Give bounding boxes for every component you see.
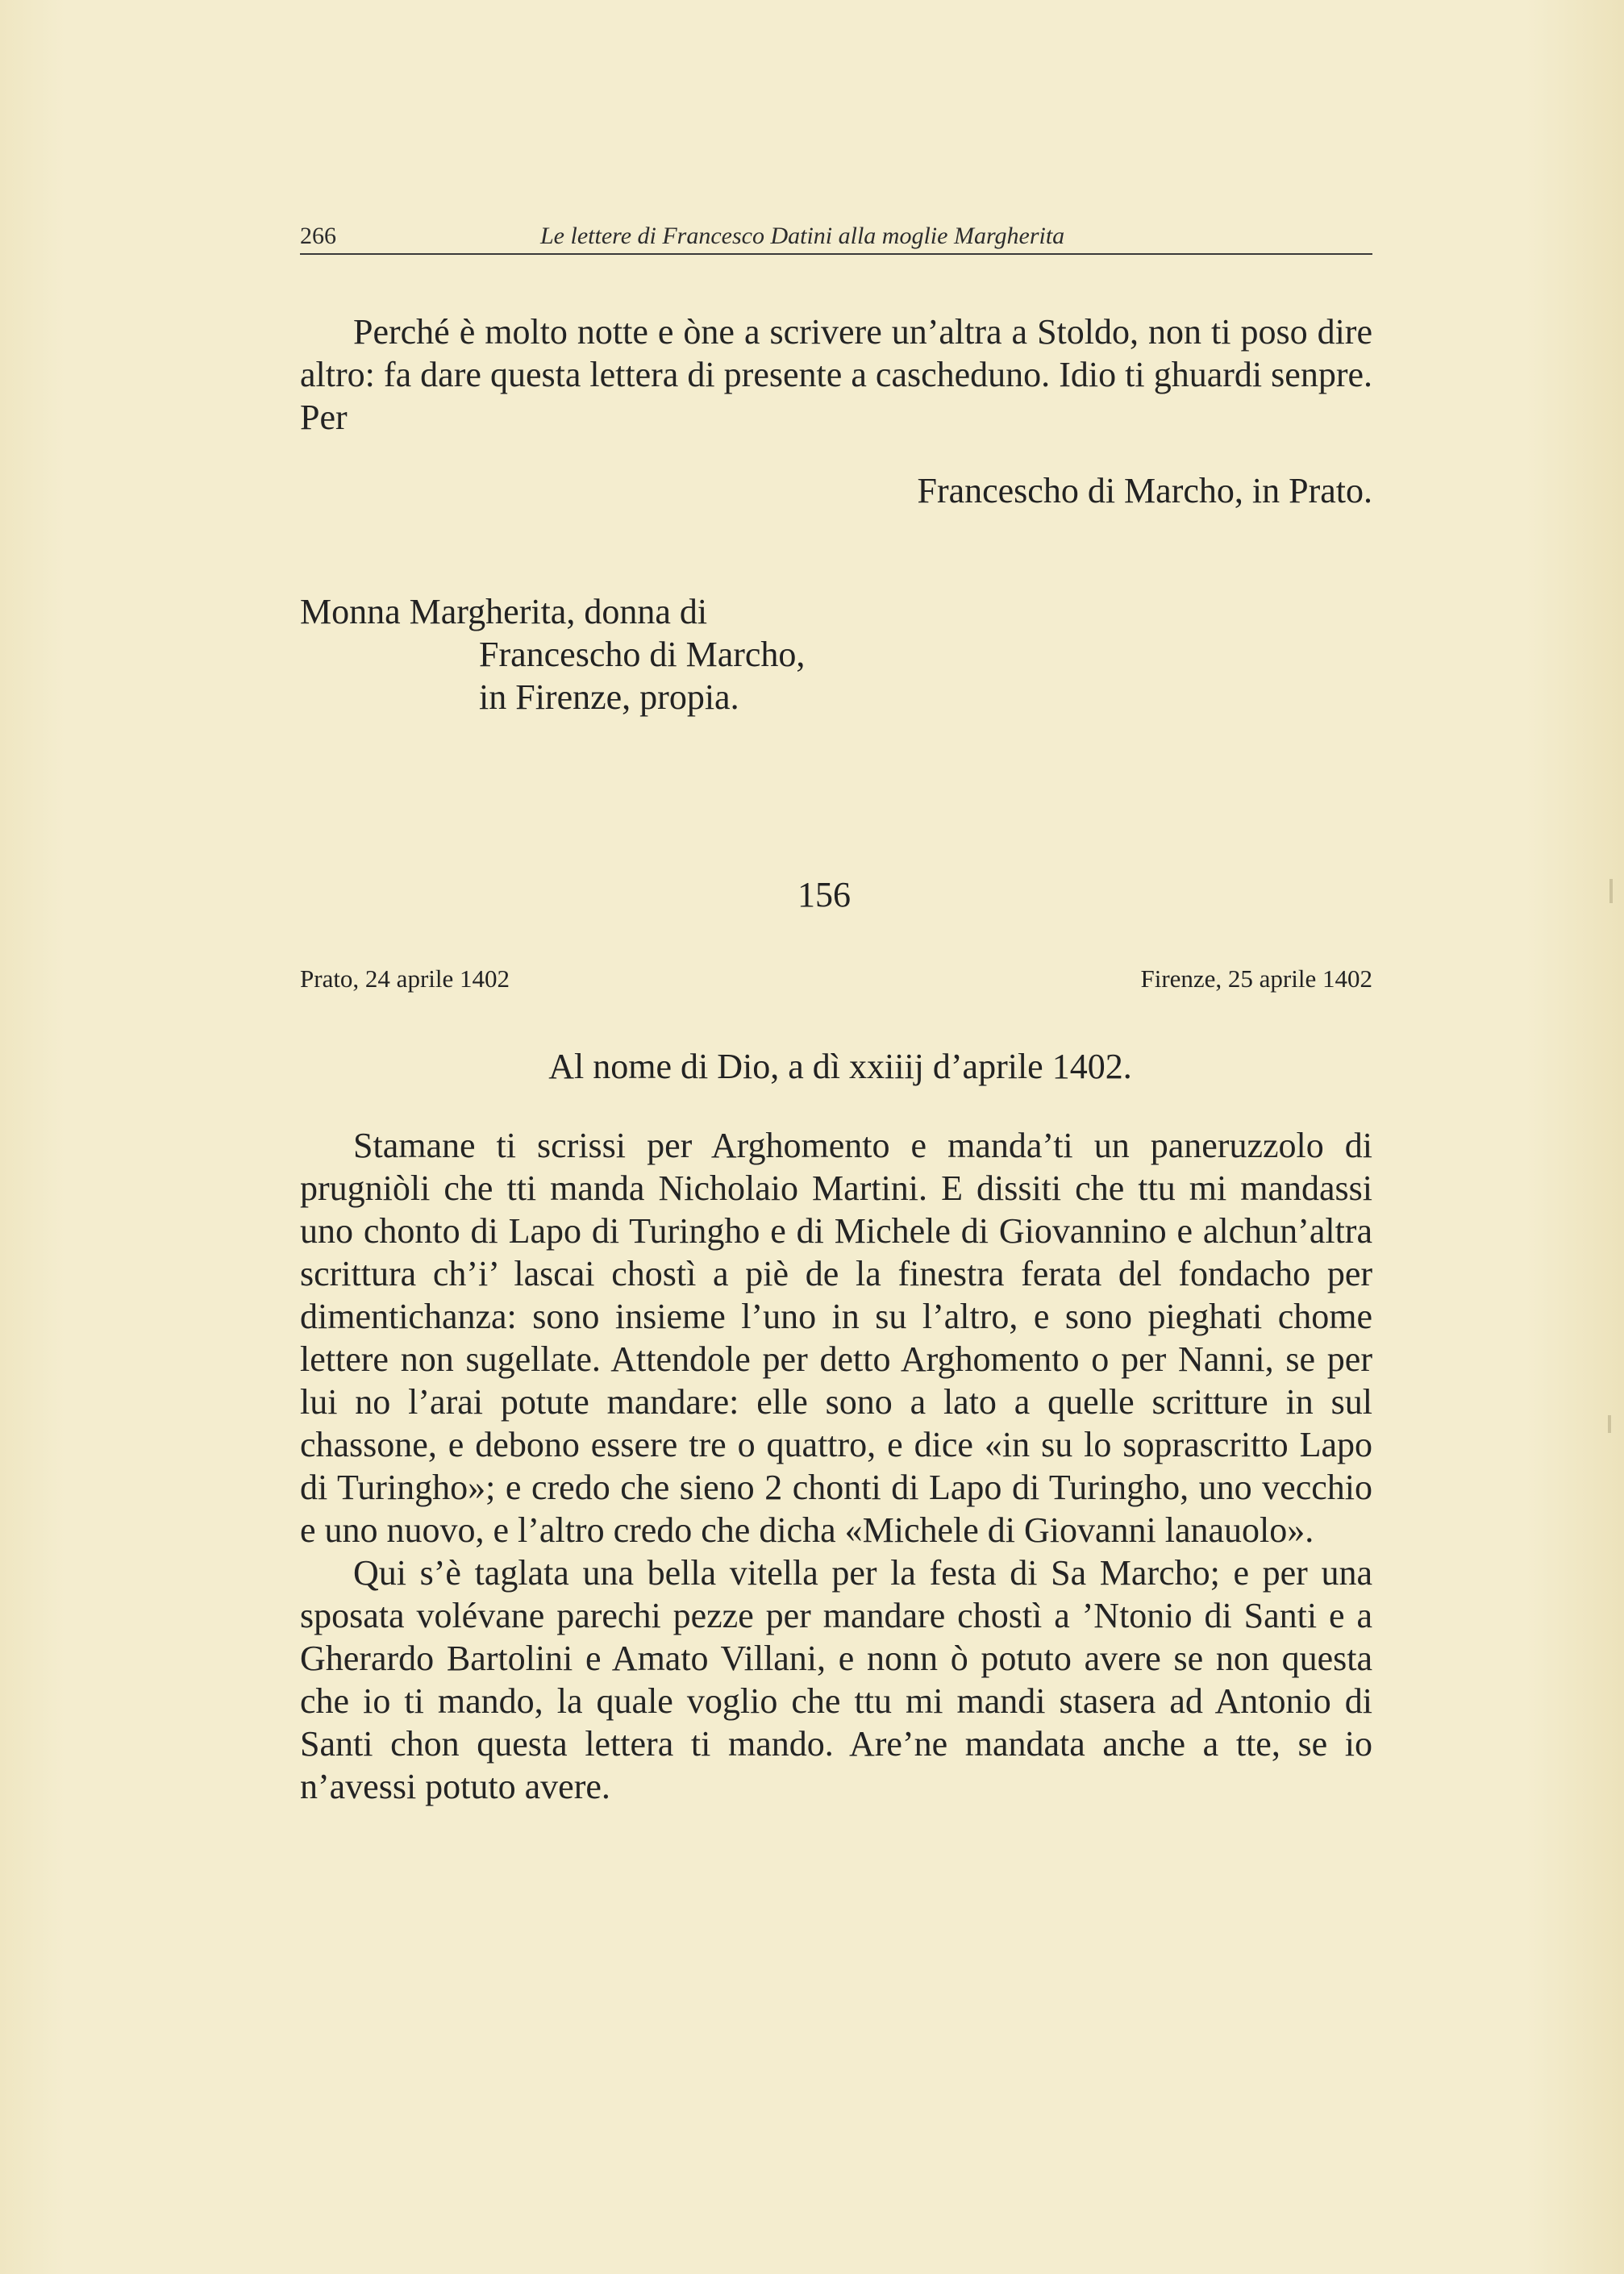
closing-paragraph: Perché è molto notte e òne a scrivere un’altra a Stoldo, non ti poso dire altro: fa dare questa lettera di presente a cascheduno. Idio ti ghuardi senpre. Per	[300, 312, 1372, 437]
letter-number: 156	[797, 875, 851, 914]
address-line-1: Monna Margherita, donna di	[300, 592, 708, 631]
signature: Franceschо di Marcho, in Prato.	[917, 471, 1372, 510]
page-header	[300, 216, 1372, 253]
address-line-3: in Firenze, propia.	[479, 677, 739, 717]
running-title: Le lettere di Francesco Datini alla moglie Margherita	[540, 223, 1065, 249]
closing-paragraph-block	[300, 310, 1372, 439]
date-to: Firenze, 25 aprile 1402	[1140, 964, 1372, 993]
date-from: Prato, 24 aprile 1402	[300, 964, 510, 993]
letter-body	[300, 1124, 1372, 1808]
margin-mark	[1609, 879, 1613, 903]
letter-paragraph-2: Qui s’è taglata una bella vitella per la festa di Sa Marcho; e per una sposata volévane parechi pezze per mandare chostì a ’Ntonio di Santi e a Gherardo Bartolini e Amato Villani, e nonn ò potuto avere se non questa che io ti mando, la quale voglio che ttu mi mandi stasera ad Antonio di Santi chon questa lettera ti mando. Are’ne mandata anche a tte, se io n’avessi potuto avere.	[300, 1553, 1372, 1806]
page-number: 266	[300, 223, 336, 249]
margin-mark	[1608, 1415, 1611, 1433]
address-line-2: Franceschо di Marcho,	[479, 635, 806, 674]
address-block	[300, 590, 805, 718]
letter-paragraph-1: Stamane ti scrissi per Arghomento e manda’ti un paneruzzolo di prugniòli che tti manda Nicholaio Martini. E dissiti che ttu mi mandassi uno chonto di Lapo di Turingho e di Michele di Giovannino e alchun’altra scrittura ch’i’ lascai chostì a piè de la finestra ferata del fondacho per dimentichanza: sono insieme l’uno in su l’altro, e sono pieghati chome lettere non sugellate. Attendole per detto Arghomento o per Nanni, se per lui no l’arai potute mandare: elle sono a lato a quelle scritture in sul chassone, e debono essere tre o quattro, e dice «in su lo soprascritto Lapo di Turingho»; e credo che sieno 2 chonti di Lapo di Turingho, uno vecchio e uno nuovo, e l’altro credo che dicha «Michele di Giovanni lanauolo».	[300, 1126, 1372, 1550]
letter-opening: Al nome di Dio, a dì xxiiij d’aprile 1402.	[548, 1047, 1132, 1086]
header-rule	[300, 253, 1372, 255]
